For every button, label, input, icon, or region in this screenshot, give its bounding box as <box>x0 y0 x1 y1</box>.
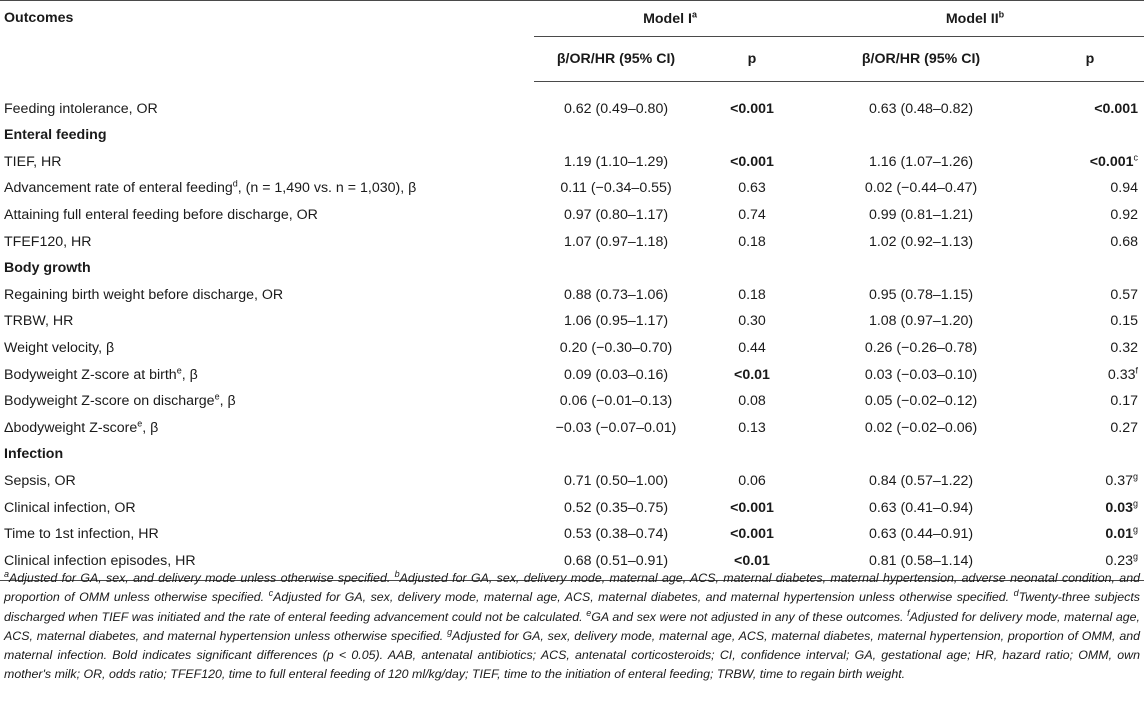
outcome-label: Feeding intolerance, OR <box>4 100 158 117</box>
model1-p-value: 0.13 <box>738 419 766 436</box>
model2-p-value: 0.57 <box>1110 286 1139 303</box>
model2-estimate: 1.16 (1.07–1.26) <box>868 153 974 170</box>
outcome-label: Δbodyweight Z-score$^e$, β <box>4 418 159 436</box>
model2-p-value: 0.27 <box>1110 419 1139 436</box>
outcome-label: Bodyweight Z-score at birth$^e$, β <box>4 364 198 383</box>
outcome-label: TIEF, HR <box>4 153 62 170</box>
outcome-label: Clinical infection, OR <box>4 499 136 516</box>
model2-estimate: 0.03 (−0.03–0.10) <box>864 366 978 383</box>
model2-p-value: 0.03$^g$ <box>1105 497 1139 516</box>
model1-p-header: p <box>698 37 806 82</box>
outcomes-header: Outcomes <box>0 1 534 82</box>
outcome-label: Time to 1st infection, HR <box>4 526 159 543</box>
model1-estimate: −0.03 (−0.07–0.01) <box>555 419 677 436</box>
table-row <box>0 82 1144 123</box>
model2-estimate: 0.95 (0.78–1.15) <box>868 286 974 303</box>
model1-p-value: 0.74 <box>738 207 766 224</box>
section-row <box>0 122 1144 149</box>
model2-p-value: 0.68 <box>1110 233 1139 250</box>
model1-estimate: 0.88 (0.73–1.06) <box>563 286 669 303</box>
model2-p-value: 0.33$^f$ <box>1107 364 1139 383</box>
section-row <box>0 441 1144 468</box>
model1-p-value: <0.001 <box>730 499 774 516</box>
table-row <box>0 388 1144 415</box>
table-row <box>0 468 1144 495</box>
model2-p-value: 0.92 <box>1110 207 1139 224</box>
model2-p-value: 0.23$^g$ <box>1036 548 1144 581</box>
model1-p-value: 0.06 <box>738 473 766 490</box>
model2-estimate: 0.99 (0.81–1.21) <box>868 207 974 224</box>
section-label: Enteral feeding <box>4 127 107 144</box>
model2-estimate: 0.84 (0.57–1.22) <box>868 473 974 490</box>
table-body <box>0 82 1144 581</box>
model2-p-header: p <box>1036 37 1144 82</box>
model1-ci-header: β/OR/HR (95% CI) <box>534 37 698 82</box>
model1-p-value: 0.18 <box>738 233 766 250</box>
section-label: Infection <box>4 446 64 463</box>
outcome-label: TFEF120, HR <box>4 233 92 250</box>
outcome-label: Advancement rate of enteral feeding$^d$, (n = 1,490 vs. n = 1,030), β <box>4 178 417 197</box>
model1-estimate: 0.62 (0.49–0.80) <box>563 101 669 117</box>
model1-p-value: 0.08 <box>738 393 766 410</box>
model1-p-value: <0.001 <box>730 526 774 543</box>
model2-p-value: 0.94 <box>1110 180 1139 197</box>
table-row <box>0 282 1144 309</box>
model2-p-value: 0.17 <box>1110 393 1139 410</box>
model2-estimate: 0.81 (0.58–1.14) <box>806 548 1036 581</box>
model1-estimate: 0.11 (−0.34–0.55) <box>560 180 672 197</box>
table-row <box>0 149 1144 176</box>
model1-estimate: 1.06 (0.95–1.17) <box>563 313 669 330</box>
model2-p-value: <0.001$^c$ <box>1089 152 1139 170</box>
model1-estimate: 0.09 (0.03–0.16) <box>563 366 669 383</box>
model2-estimate: 0.02 (−0.44–0.47) <box>864 180 978 197</box>
model2-estimate: 0.02 (−0.02–0.06) <box>864 419 978 436</box>
table-row <box>0 494 1144 521</box>
model2-p-value: <0.001 <box>1094 101 1139 117</box>
model1-estimate: 0.68 (0.51–0.91) <box>534 548 698 581</box>
model2-estimate: 0.63 (0.44–0.91) <box>868 526 974 543</box>
table-row <box>0 308 1144 335</box>
section-label: Body growth <box>4 260 91 277</box>
outcome-label: Attaining full enteral feeding before discharge, OR <box>4 207 318 224</box>
model1-estimate: 1.19 (1.10–1.29) <box>563 153 669 170</box>
model2-p-value: 0.01$^g$ <box>1105 524 1139 543</box>
table-row <box>0 521 1144 548</box>
table-row <box>0 361 1144 388</box>
model1-p-value: <0.001 <box>730 101 774 117</box>
model1-p-value: 0.63 <box>738 180 766 197</box>
model1-estimate: 0.53 (0.38–0.74) <box>563 526 669 543</box>
model1-estimate: 0.20 (−0.30–0.70) <box>559 340 673 357</box>
model1-estimate: 0.52 (0.35–0.75) <box>563 499 669 516</box>
model2-p-value: 0.32 <box>1110 340 1139 357</box>
outcome-label: Weight velocity, β <box>4 340 115 357</box>
model2-header: Model $II^b$ <box>806 1 1144 37</box>
section-row <box>0 255 1144 282</box>
model2-estimate: 1.08 (0.97–1.20) <box>868 313 974 330</box>
table-row <box>0 335 1144 362</box>
outcome-label: Regaining birth weight before discharge, OR <box>4 286 284 303</box>
table-footnote: $^a$Adjusted for GA, sex, and delivery mode unless otherwise specified. $^b$Adjusted for GA, sex, delivery mode, maternal age, ACS, maternal diabetes, maternal hypertension, adverse neonatal condition, and proportion of OMM unless otherwise specified. $^c$Adjusted for GA, sex, delivery mode, maternal age, ACS, maternal diabetes, and maternal hypertension unless otherwise specified. $^d$Twenty-three subjects discharged when TIEF was initiated and the rate of enteral feeding advancement could not be calculated. $^e$GA and sex were not adjusted in any of these outcomes. $^f$Adjusted for delivery mode, maternal age, ACS, maternal diabetes, and maternal hypertension unless otherwise specified. $^g$Adjusted for GA, sex, delivery mode, maternal age, ACS, maternal diabetes, maternal hypertension, proportion of OMM, and maternal infection. Bold indicates significant differences (p < 0.05). AAB, antenatal antibiotics; ACS, antenatal corticosteroids; CI, confidence interval; GA, gestational age; HR, hazard ratio; OMM, own mother's milk; OR, odds ratio; TFEF120, time to full enteral feeding of 120 ml/kg/day; TIEF, time to the initiation of enteral feeding; TRBW, time to regain birth weight. <box>4 568 1140 682</box>
model2-estimate: 0.63 (0.48–0.82) <box>868 101 974 117</box>
model1-header: Model $I^a$ <box>534 1 806 37</box>
model1-p-value: <0.01 <box>698 548 806 581</box>
model2-p-value: 0.15 <box>1110 313 1139 330</box>
outcome-label: Sepsis, OR <box>4 473 76 490</box>
model1-estimate: 0.06 (−0.01–0.13) <box>559 393 673 410</box>
model2-ci-header: β/OR/HR (95% CI) <box>806 37 1036 82</box>
model1-estimate: 0.71 (0.50–1.00) <box>563 473 669 490</box>
outcome-label: Clinical infection episodes, HR <box>0 548 534 581</box>
table-row <box>0 202 1144 229</box>
table-row <box>0 415 1144 442</box>
model1-p-value: 0.18 <box>738 286 766 303</box>
outcome-label: TRBW, HR <box>4 313 74 330</box>
table-row <box>0 175 1144 202</box>
model2-estimate: 0.05 (−0.02–0.12) <box>864 393 978 410</box>
model2-estimate: 1.02 (0.92–1.13) <box>868 233 974 250</box>
model1-estimate: 0.97 (0.80–1.17) <box>563 207 669 224</box>
model1-p-value: 0.44 <box>738 340 766 357</box>
model2-estimate: 0.63 (0.41–0.94) <box>868 499 974 516</box>
model1-p-value: <0.01 <box>734 366 770 383</box>
model1-estimate: 1.07 (0.97–1.18) <box>563 233 669 250</box>
model2-p-value: 0.37$^g$ <box>1105 471 1139 490</box>
model2-estimate: 0.26 (−0.26–0.78) <box>864 340 978 357</box>
table-row <box>0 228 1144 255</box>
outcome-label: Bodyweight Z-score on discharge$^e$, β <box>4 391 236 410</box>
model1-p-value: 0.30 <box>738 313 766 330</box>
model1-p-value: <0.001 <box>730 153 774 170</box>
